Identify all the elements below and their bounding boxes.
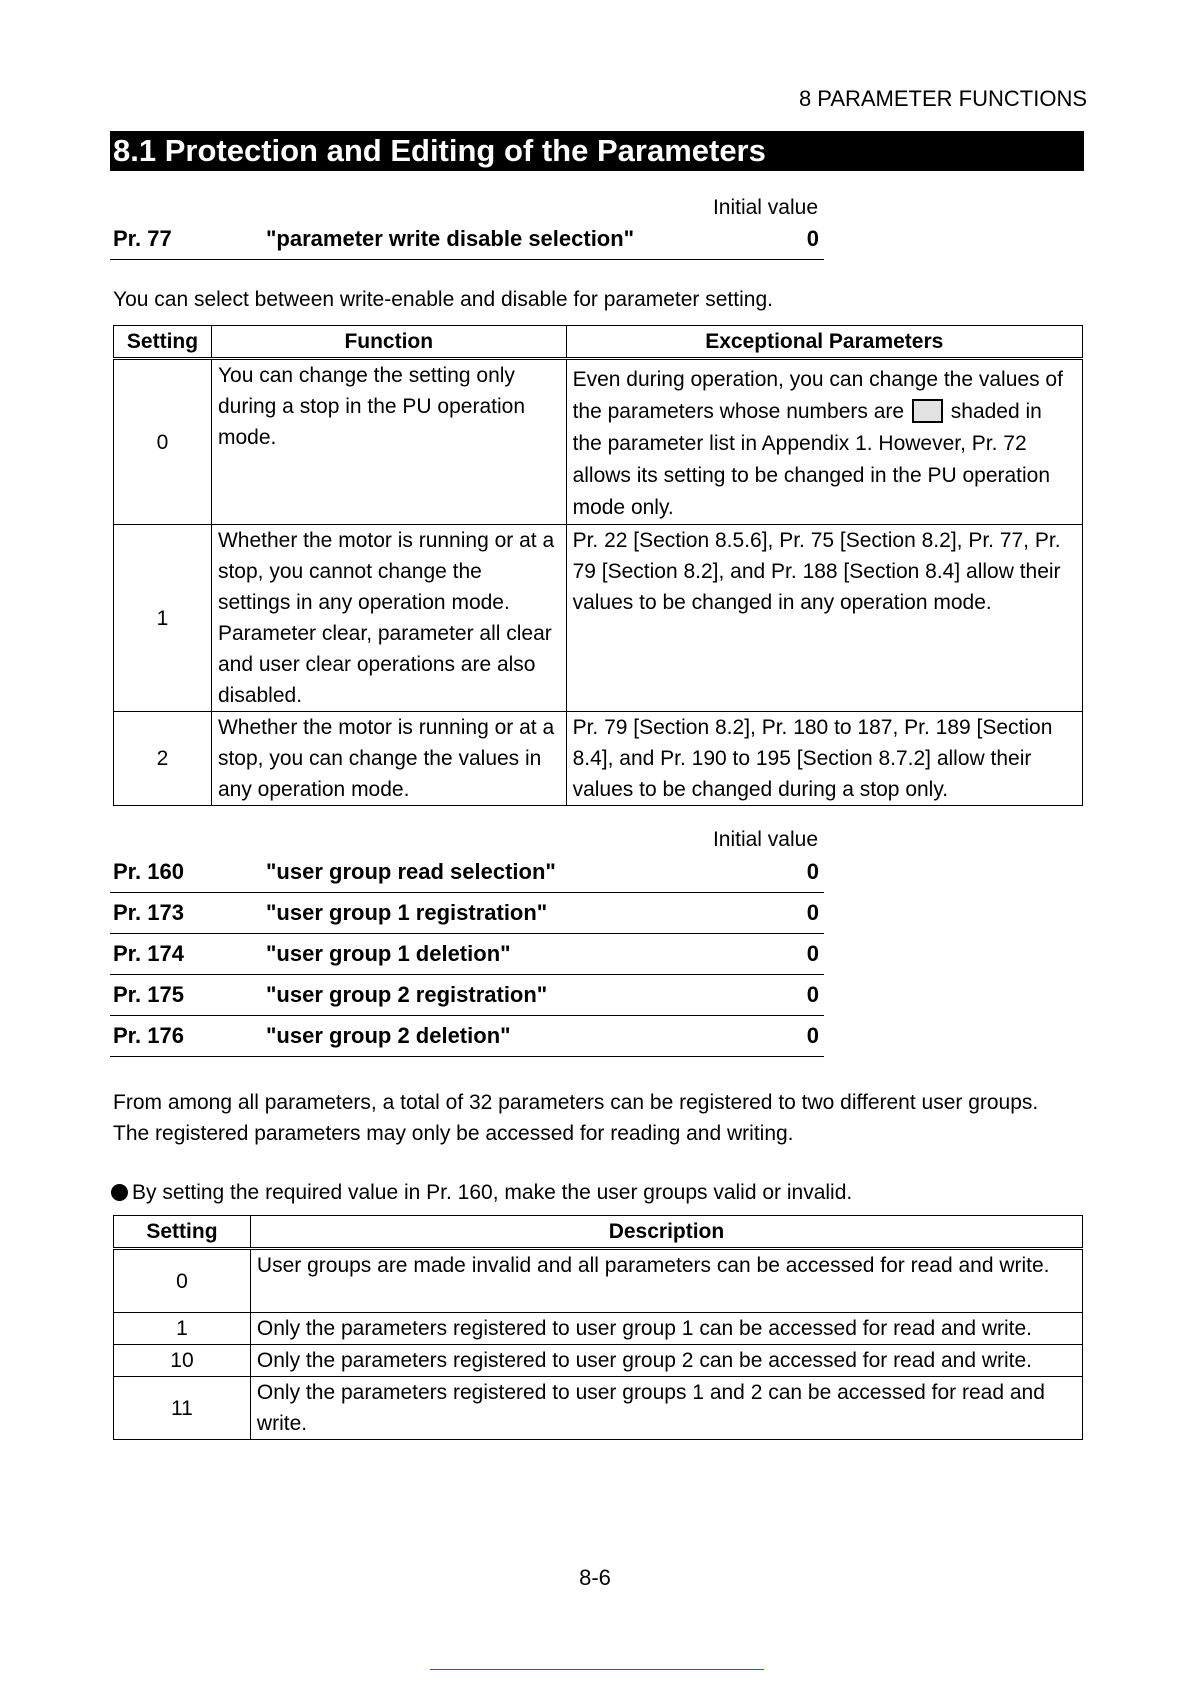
user-group-table — [113, 1215, 1083, 1440]
param-name: "parameter write disable selection" — [266, 226, 635, 251]
initial-value-label: Initial value — [712, 828, 818, 851]
column-header: Description — [250, 1216, 1082, 1249]
table-row — [114, 1249, 1083, 1313]
param-number: Pr. 77 — [113, 226, 172, 251]
exceptional-text: Even during operation, you can change the values of the parameters whose numbers are — [572, 368, 1063, 423]
column-header: Setting — [114, 326, 212, 359]
param-row-pr160 — [110, 853, 824, 893]
setting-cell: 10 — [114, 1345, 251, 1377]
user-group-paragraph — [113, 1087, 1038, 1149]
param-initial-value: 0 — [806, 982, 819, 1007]
column-header: Setting — [114, 1216, 251, 1249]
param-number: Pr. 175 — [113, 982, 184, 1007]
setting-cell: 1 — [114, 525, 212, 712]
write-disable-table — [113, 325, 1083, 806]
param-number: Pr. 174 — [113, 941, 184, 966]
param-initial-value: 0 — [806, 226, 819, 251]
bullet-icon — [111, 1184, 128, 1201]
table-row — [114, 1313, 1083, 1345]
shaded-square-icon — [912, 399, 943, 423]
column-header: Function — [211, 326, 566, 359]
setting-cell: 1 — [114, 1313, 251, 1345]
param-initial-value: 0 — [806, 941, 819, 966]
param-row-pr77 — [110, 220, 824, 260]
param-name: "user group 2 deletion" — [266, 1023, 511, 1048]
table-row — [114, 712, 1083, 806]
column-header: Exceptional Parameters — [566, 326, 1082, 359]
footer-divider — [430, 1669, 764, 1670]
param-name: "user group 2 registration" — [266, 982, 548, 1007]
param-initial-value: 0 — [806, 859, 819, 884]
function-cell: Whether the motor is running or at a stop, you can change the values in any operation mode. — [211, 712, 566, 806]
description-cell: User groups are made invalid and all parameters can be accessed for read and write. — [250, 1249, 1082, 1313]
intro-paragraph: You can select between write-enable and disable for parameter setting. — [113, 288, 773, 311]
param-number: Pr. 176 — [113, 1023, 184, 1048]
setting-cell: 0 — [114, 1249, 251, 1313]
bullet-item — [111, 1177, 852, 1208]
section-title: 8.1 Protection and Editing of the Parameters — [110, 131, 1084, 171]
table-row — [114, 359, 1083, 525]
exceptional-cell: Pr. 79 [Section 8.2], Pr. 180 to 187, Pr. 189 [Section 8.4], and Pr. 190 to 195 [Section 8.7.2] allow their values to be changed during a stop only. — [566, 712, 1082, 806]
table-row — [114, 1345, 1083, 1377]
table-row — [114, 525, 1083, 712]
param-row-pr176 — [110, 1017, 824, 1057]
param-row-pr173 — [110, 894, 824, 934]
setting-cell: 11 — [114, 1377, 251, 1440]
table-header-row — [114, 1216, 1083, 1249]
exceptional-text: shaded in the parameter list in Appendix 1. However, Pr. 72 allows its setting to be changed in the PU operation mode only. — [572, 400, 1051, 519]
initial-value-label: Initial value — [712, 196, 818, 219]
table-header-row — [114, 326, 1083, 359]
description-cell: Only the parameters registered to user group 1 can be accessed for read and write. — [250, 1313, 1082, 1345]
setting-cell: 0 — [114, 359, 212, 525]
chapter-header: 8 PARAMETER FUNCTIONS — [798, 86, 1087, 111]
param-initial-value: 0 — [806, 1023, 819, 1048]
description-cell: Only the parameters registered to user groups 1 and 2 can be accessed for read and write. — [250, 1377, 1082, 1440]
param-initial-value: 0 — [806, 900, 819, 925]
paragraph-line: From among all parameters, a total of 32 parameters can be registered to two different user groups. — [113, 1091, 1039, 1114]
table-row — [114, 1377, 1083, 1440]
exceptional-cell — [566, 359, 1082, 525]
bullet-text: By setting the required value in Pr. 160, make the user groups valid or invalid. — [132, 1181, 853, 1204]
paragraph-line: The registered parameters may only be accessed for reading and writing. — [113, 1122, 794, 1145]
param-row-pr174 — [110, 935, 824, 975]
param-number: Pr. 160 — [113, 859, 184, 884]
setting-cell: 2 — [114, 712, 212, 806]
page-number: 8-6 — [579, 1565, 611, 1590]
param-number: Pr. 173 — [113, 900, 184, 925]
param-name: "user group read selection" — [266, 859, 556, 884]
param-row-pr175 — [110, 976, 824, 1016]
param-name: "user group 1 registration" — [266, 900, 548, 925]
function-cell: You can change the setting only during a stop in the PU operation mode. — [211, 359, 566, 525]
exceptional-cell: Pr. 22 [Section 8.5.6], Pr. 75 [Section 8.2], Pr. 77, Pr. 79 [Section 8.2], and Pr. 188 [Section 8.4] allow their values to be changed in any operation mode. — [566, 525, 1082, 712]
function-cell: Whether the motor is running or at a stop, you cannot change the settings in any operation mode. Parameter clear, parameter all clear and user clear operations are also disabled. — [211, 525, 566, 712]
description-cell: Only the parameters registered to user group 2 can be accessed for read and write. — [250, 1345, 1082, 1377]
param-name: "user group 1 deletion" — [266, 941, 511, 966]
